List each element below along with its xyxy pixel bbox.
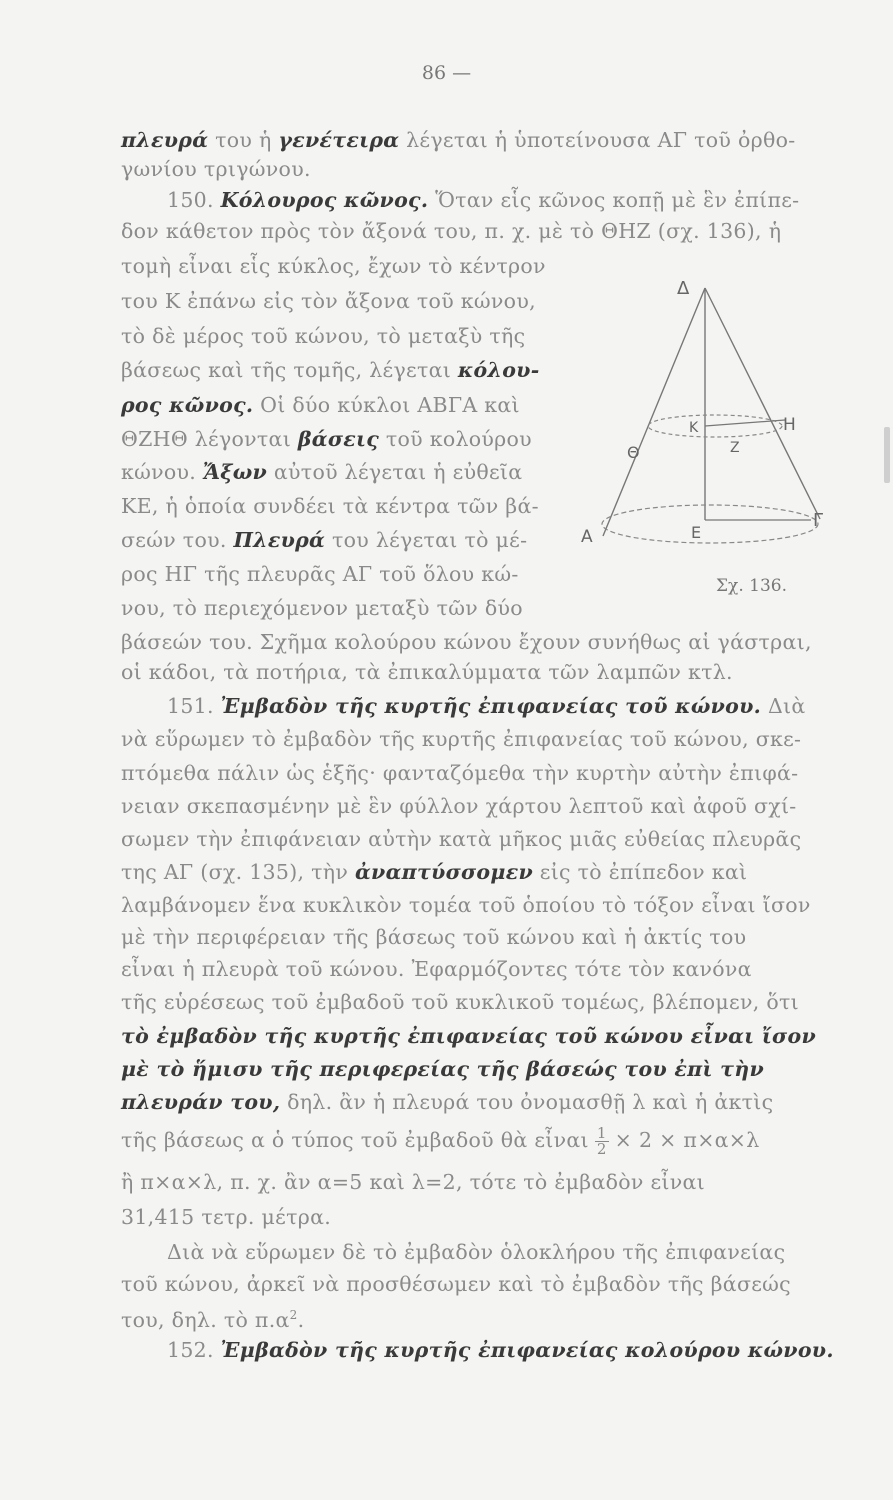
label-e: Ε <box>691 523 702 542</box>
text-line: βάσεών του. Σχῆμα κολούρου κώνου ἔχουν συνήθως αἱ γάστραι, <box>121 630 812 654</box>
term-pleura: πλευρά <box>121 128 209 152</box>
text-line: μὲ τὴν περιφέρειαν τῆς βάσεως τοῦ κώνου καὶ ἡ ἀκτίς του <box>121 925 747 949</box>
fraction-one-half <box>595 1126 609 1157</box>
text-span: εἰς τὸ ἐπίπεδον καὶ <box>532 860 748 884</box>
section-number: 150. <box>167 188 221 212</box>
text-line <box>121 128 809 152</box>
text-span: σεών του. <box>121 528 234 552</box>
cone-diagram <box>575 280 875 600</box>
text-span: Ὅταν εἷς κῶνος κοπῇ μὲ ἓν ἐπίπε- <box>428 188 800 212</box>
term-pleura: Πλευρά <box>233 528 326 552</box>
text-line: νου, τὸ περιεχόμενον μεταξὺ τῶν δύο <box>121 596 523 620</box>
text-line <box>121 1090 773 1114</box>
text-line <box>121 528 527 552</box>
formula: × 2 × π×α×λ <box>614 1128 760 1152</box>
fraction-numerator: 1 <box>596 1124 607 1142</box>
text-span: τῆς βάσεως α ὁ τύπος τοῦ ἐμβαδοῦ θὰ εἶναι <box>121 1128 589 1152</box>
rule-statement: πλευράν του, <box>121 1090 281 1114</box>
term-kolouros: κόλου- <box>457 358 540 382</box>
label-k: Κ <box>689 420 699 436</box>
text-span: δηλ. ἂν ἡ πλευρά του ὀνομασθῇ λ καὶ ἡ ἀκτὶς <box>280 1090 774 1114</box>
section-title: Ἐμβαδὸν τῆς κυρτῆς ἐπιφανείας κολούρου κώνου. <box>220 1338 834 1362</box>
rule-statement: τὸ ἐμβαδὸν τῆς κυρτῆς ἐπιφανείας τοῦ κώνου εἶναι ἴσον <box>121 1024 816 1048</box>
section-heading-150 <box>167 188 799 212</box>
text-span: . <box>297 1307 305 1332</box>
text-span: του λέγεται τὸ μέ- <box>325 528 528 552</box>
text-span: του, δηλ. τὸ π.α <box>121 1307 290 1332</box>
formula-line <box>121 1126 760 1157</box>
text-line: ΚΕ, ἡ ὁποία συνδέει τὰ κέντρα τῶν βά- <box>121 494 539 518</box>
text-line <box>121 860 747 884</box>
cone-right-edge <box>705 288 820 519</box>
fraction-denominator: 2 <box>596 1140 607 1158</box>
term-geneteira: γενέτειρα <box>278 128 400 152</box>
text-line: τοῦ κώνου, ἀρκεῖ νὰ προσθέσωμεν καὶ τὸ ἐμβαδὸν τῆς βάσεώς <box>121 1272 791 1296</box>
page-number: 86 — <box>421 62 472 84</box>
text-span: του ἡ <box>208 128 279 152</box>
text-line <box>121 1303 304 1332</box>
label-g: Γ <box>813 510 824 531</box>
text-line: ρος ΗΓ τῆς πλευρᾶς ΑΓ τοῦ ὅλου κώ- <box>121 562 519 586</box>
text-line <box>121 393 520 417</box>
text-span: κώνου. <box>121 460 203 484</box>
text-span: βάσεως καὶ τῆς τομῆς, λέγεται <box>121 358 458 382</box>
text-line: 31,415 τετρ. μέτρα. <box>121 1205 332 1229</box>
section-ellipse <box>648 415 782 437</box>
text-line: νειαν σκεπασμένην μὲ ἓν φύλλον χάρτου λεπτοῦ καὶ ἀφοῦ σχί- <box>121 794 797 818</box>
exponent: 2 <box>289 1308 298 1322</box>
text-span: Διὰ <box>761 694 806 718</box>
text-line: ἢ π×α×λ, π. χ. ἂν α=5 καὶ λ=2, τότε τὸ ἐμβαδὸν εἶναι <box>121 1170 705 1194</box>
text-line: Διὰ νὰ εὕρωμεν δὲ τὸ ἐμβαδὸν ὁλοκλήρου τῆς ἐπιφανείας <box>167 1240 786 1264</box>
text-line: τὸ δὲ μέρος τοῦ κώνου, τὸ μεταξὺ τῆς <box>121 324 526 348</box>
text-line <box>121 460 522 484</box>
text-line: γωνίου τριγώνου. <box>121 157 311 181</box>
section-heading-152 <box>167 1338 834 1362</box>
text-span: τοῦ κολούρου <box>379 427 532 451</box>
section-number: 152. <box>167 1338 221 1362</box>
label-z: Ζ <box>730 440 740 456</box>
label-h: Η <box>783 415 796 435</box>
term-baseis: βάσεις <box>297 427 380 451</box>
text-span: ΘΖΗΘ λέγονται <box>121 427 298 451</box>
figure-caption: Σχ. 136. <box>716 576 787 596</box>
text-line: δον κάθετον πρὸς τὸν ἄξονά του, π. χ. μὲ τὸ ΘΗΖ (σχ. 136), ἡ <box>121 219 782 243</box>
label-theta: Θ <box>627 443 640 462</box>
term-kolouros: ρος κῶνος. <box>121 393 254 417</box>
label-apex: Δ <box>677 280 690 299</box>
truncated-cone-figure <box>575 280 875 600</box>
section-title: Κόλουρος κῶνος. <box>220 188 429 212</box>
text-line: οἱ κάδοι, τὰ ποτήρια, τὰ ἐπικαλύμματα τῶν λαμπῶν κτλ. <box>121 660 733 684</box>
section-title: Ἐμβαδὸν τῆς κυρτῆς ἐπιφανείας τοῦ κώνου. <box>220 694 762 718</box>
text-line: τομὴ εἶναι εἷς κύκλος, ἔχων τὸ κέντρον <box>121 254 546 278</box>
text-span: Οἱ δύο κύκλοι ΑΒΓΑ καὶ <box>253 393 520 417</box>
text-span: λέγεται ἡ ὑποτείνουσα ΑΓ τοῦ ὀρθο- <box>399 128 796 152</box>
text-line: εἶναι ἡ πλευρὰ τοῦ κώνου. Ἐφαρμόζοντες τότε τὸν κανόνα <box>121 957 752 981</box>
text-line <box>121 358 540 382</box>
section-heading-151 <box>167 694 806 718</box>
term-anaptyssomen: ἀναπτύσσομεν <box>354 860 533 884</box>
text-line: σωμεν τὴν ἐπιφάνειαν αὐτὴν κατὰ μῆκος μιᾶς εὐθείας πλευρᾶς <box>121 827 802 851</box>
label-a: Α <box>581 527 593 547</box>
base-ellipse <box>602 505 818 543</box>
text-line: τῆς εὑρέσεως τοῦ ἐμβαδοῦ τοῦ κυκλικοῦ τομέως, βλέπομεν, ὅτι <box>121 990 799 1014</box>
page-edge-mark <box>884 427 890 483</box>
text-line: του Κ ἐπάνω εἰς τὸν ἄξονα τοῦ κώνου, <box>121 289 536 313</box>
section-number: 151. <box>167 694 221 718</box>
text-line <box>121 427 532 451</box>
text-span: αὐτοῦ λέγεται ἡ εὐθεῖα <box>267 460 523 484</box>
cone-left-edge <box>603 288 705 536</box>
text-line: πτόμεθα πάλιν ὡς ἑξῆς· φανταζόμεθα τὴν κυρτὴν αὐτὴν ἐπιφά- <box>121 761 799 785</box>
rule-statement: μὲ τὸ ἥμισυ τῆς περιφερείας τῆς βάσεώς του ἐπὶ τὴν <box>121 1057 764 1081</box>
term-axon: Ἄξων <box>202 460 268 484</box>
text-line: νὰ εὕρωμεν τὸ ἐμβαδὸν τῆς κυρτῆς ἐπιφανείας τοῦ κώνου, σκε- <box>121 727 802 751</box>
text-span: της ΑΓ (σχ. 135), τὴν <box>121 860 355 884</box>
text-line: λαμβάνομεν ἕνα κυκλικὸν τομέα τοῦ ὁποίου τὸ τόξον εἶναι ἴσον <box>121 893 811 917</box>
